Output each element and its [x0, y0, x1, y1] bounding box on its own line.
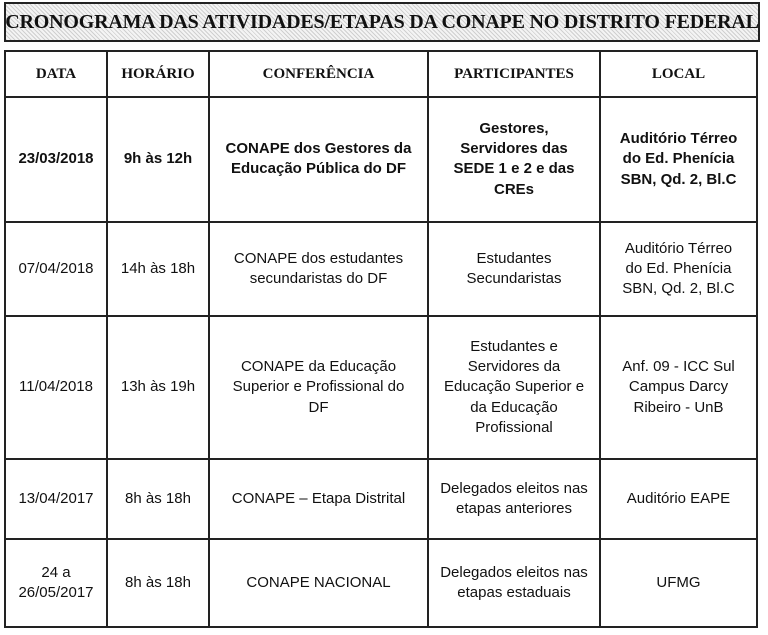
- cell-participantes: [428, 459, 600, 539]
- table-row: [5, 222, 757, 316]
- cell-participantes: [428, 222, 600, 316]
- cell-data: [5, 97, 107, 222]
- cell-data-text: 24 a 26/05/2017: [18, 563, 94, 601]
- cell-conferencia-text: CONAPE NACIONAL: [246, 573, 391, 591]
- cell-horario: [107, 97, 209, 222]
- header-local: LOCAL: [600, 51, 757, 97]
- cell-local-text: UFMG: [656, 573, 701, 591]
- cell-horario: [107, 539, 209, 627]
- cell-local: [600, 459, 757, 539]
- header-data: DATA: [5, 51, 107, 97]
- cell-conferencia: [209, 539, 428, 627]
- cell-conferencia: [209, 97, 428, 222]
- table-row: [5, 316, 757, 459]
- cell-conferencia-text: CONAPE dos estudantes secundaristas do DF: [233, 249, 404, 287]
- cell-data: [5, 222, 107, 316]
- cell-horario-text: 8h às 18h: [125, 573, 191, 591]
- cell-conferencia-text: CONAPE da Educação Superior e Profissional do DF: [232, 358, 405, 416]
- cell-data: [5, 316, 107, 459]
- cell-participantes-text: Estudantes e Servidores da Educação Superior e da Educação Profissional: [443, 337, 585, 436]
- cell-horario-text: 8h às 18h: [125, 489, 191, 507]
- cell-data-text: 13/04/2017: [18, 489, 94, 507]
- cell-participantes-text: Gestores, Servidores das SEDE 1 e 2 e das CREs: [453, 119, 575, 198]
- cell-local-text: Anf. 09 - ICC Sul Campus Darcy Ribeiro - UnB: [622, 358, 735, 416]
- cell-local-text: Auditório Térreo do Ed. Phenícia SBN, Qd. 2, Bl.C: [619, 130, 738, 188]
- cell-conferencia-text: CONAPE – Etapa Distrital: [231, 489, 406, 507]
- cell-conferencia: [209, 222, 428, 316]
- cell-horario: [107, 316, 209, 459]
- schedule-table: [4, 50, 758, 628]
- cell-horario: [107, 459, 209, 539]
- cell-local-text: Auditório EAPE: [626, 489, 731, 507]
- cell-participantes-text: Estudantes Secundaristas: [466, 249, 562, 287]
- title-banner: [4, 2, 760, 42]
- cell-local-text: Auditório Térreo do Ed. Phenícia SBN, Qd. 2, Bl.C: [622, 239, 735, 297]
- cell-data: [5, 459, 107, 539]
- cell-horario-text: 14h às 18h: [120, 259, 196, 277]
- cell-data: [5, 539, 107, 627]
- cell-participantes: [428, 316, 600, 459]
- table-header-row: [5, 51, 757, 97]
- cell-horario-text: 13h às 19h: [120, 378, 196, 396]
- cell-data-text: 07/04/2018: [18, 259, 94, 277]
- cell-conferencia-text: CONAPE dos Gestores da Educação Pública do DF: [225, 140, 412, 178]
- page-title: CRONOGRAMA DAS ATIVIDADES/ETAPAS DA CONAPE NO DISTRITO FEDERAL: [5, 10, 759, 33]
- cell-data-text: 23/03/2018: [18, 150, 94, 168]
- cell-conferencia: [209, 459, 428, 539]
- cell-local: [600, 316, 757, 459]
- cell-horario: [107, 222, 209, 316]
- header-horario: HORÁRIO: [107, 51, 209, 97]
- table-row: [5, 539, 757, 627]
- table-row: [5, 459, 757, 539]
- cell-participantes: [428, 97, 600, 222]
- cell-local: [600, 222, 757, 316]
- table-row: [5, 97, 757, 222]
- cell-participantes-text: Delegados eleitos nas etapas anteriores: [440, 479, 588, 518]
- cell-local: [600, 97, 757, 222]
- cell-participantes-text: Delegados eleitos nas etapas estaduais: [440, 563, 588, 601]
- cell-data-text: 11/04/2018: [19, 378, 93, 396]
- cell-horario-text: 9h às 12h: [123, 150, 193, 168]
- header-participantes: PARTICIPANTES: [428, 51, 600, 97]
- header-conferencia: CONFERÊNCIA: [209, 51, 428, 97]
- cell-conferencia: [209, 316, 428, 459]
- cell-local: [600, 539, 757, 627]
- cell-participantes: [428, 539, 600, 627]
